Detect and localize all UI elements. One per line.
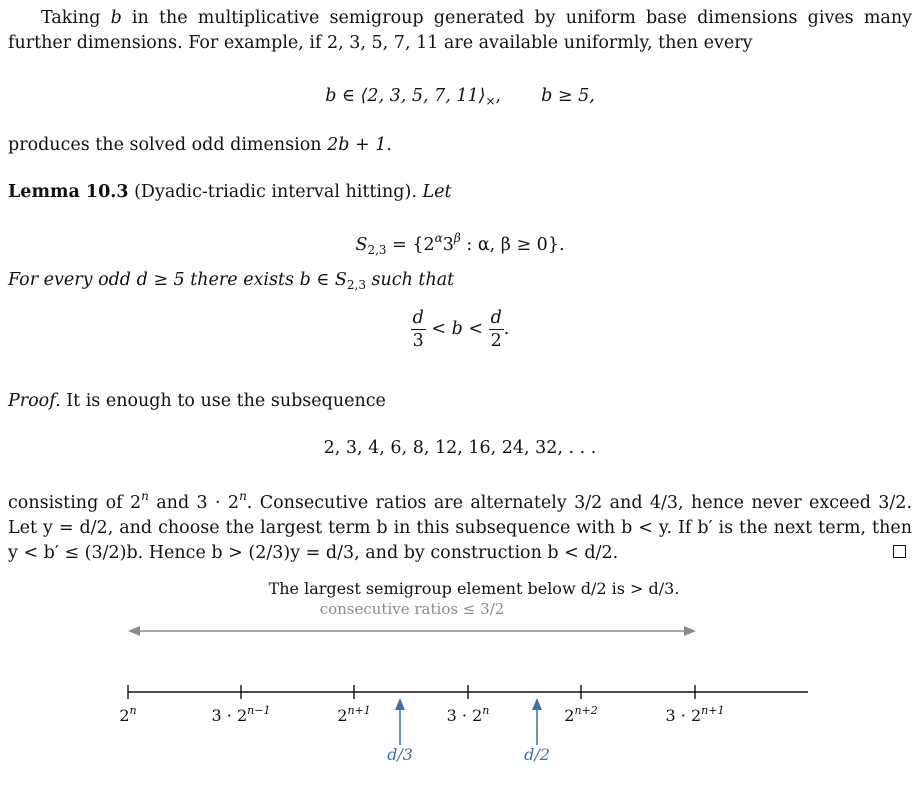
set-rhs-b: 3 [442, 235, 454, 255]
sequence-display [0, 436, 920, 461]
inequality-middle: < b < [425, 319, 489, 339]
lemma-statement-a: For every odd d ≥ 5 there exists b ∈ [8, 270, 335, 290]
set-exp-alpha: α [434, 231, 443, 245]
tick-label: $3 \cdot 2^{n-1}$ [211, 704, 271, 725]
frac-left-num: d [412, 308, 424, 328]
odd-expr: 2b + 1 [327, 135, 387, 155]
arrow-right-head-icon [684, 626, 696, 636]
lemma-number: Lemma 10.3 [8, 182, 129, 202]
qed-square-icon [893, 545, 906, 558]
display-3-end: . [503, 319, 510, 339]
lemma-statement-set: S [334, 270, 347, 290]
sequence-text: 2, 3, 4, 6, 8, 12, 16, 24, 32, . . . [323, 438, 597, 458]
frac-left-den: 3 [412, 331, 424, 351]
qed-box [893, 541, 906, 566]
tick-label: $3 \cdot 2^n$ [446, 704, 490, 725]
lemma-statement-c: such that [365, 270, 455, 290]
frac-right-den: 2 [490, 331, 502, 351]
intro-var-b: b [110, 8, 122, 28]
lemma-title: (Dyadic-triadic interval hitting). [134, 182, 417, 202]
lemma-statement [8, 268, 912, 298]
fraction-d-over-3 [411, 307, 426, 352]
display-equation-2 [0, 226, 920, 263]
d2-label: d/2 [524, 745, 550, 764]
lemma-heading [8, 180, 912, 205]
set-rhs-a: = {2 [386, 235, 435, 255]
intro-text-1: Taking [41, 8, 111, 28]
tick-group [119, 685, 724, 725]
display-1-condition: b ≥ 5, [541, 86, 595, 106]
interval-figure [0, 572, 920, 782]
tick-label: $3 \cdot 2^{n+1}$ [665, 704, 725, 725]
display-equation-3 [0, 307, 920, 352]
d3-label: d/3 [387, 745, 413, 764]
intro-text-2: in the multiplicative semigroup generated by uniform base dimensions gives many further dimensions. For example, if 2, 3, 5, 7, 11 are available uniformly, then every [8, 8, 913, 53]
d2-arrow-icon [532, 698, 542, 710]
odd-end: . [386, 135, 392, 155]
display-equation-1 [0, 84, 920, 114]
set-rhs-c: : α, β ≥ 0}. [460, 235, 565, 255]
proof-intro [8, 389, 912, 414]
proof-body [8, 484, 912, 566]
proof-exp-1: n [141, 489, 149, 503]
tick-label: $2^{n+1}$ [337, 704, 371, 725]
intro-paragraph [8, 6, 912, 56]
set-symbol: S [355, 235, 368, 255]
bracket-label: consecutive ratios ≤ 3/2 [319, 600, 505, 618]
proof-body-b: and 3 · 2 [148, 493, 240, 513]
lemma-let: Let [422, 182, 452, 202]
set-exp-beta: β [453, 231, 461, 245]
arrow-left-head-icon [128, 626, 140, 636]
proof-label: Proof. [8, 391, 61, 411]
proof-body-c: . Consecutive ratios are alternately 3/2 and 4/3, hence never exceed 3/2. Let y = d/2, and choose the largest term b in this subsequence with b < y. If b′ is the next term, then y < b′ ≤ (3/2)b. Hence b > (2/3)y = d/3, and by construction b < d/2. [8, 493, 913, 563]
figure-caption: The largest semigroup element below d/2 is > d/3. [268, 579, 680, 598]
display-1-sub: × [485, 94, 496, 108]
frac-right-num: d [490, 308, 502, 328]
odd-text: produces the solved odd dimension [8, 135, 328, 155]
set-subscript: 2,3 [367, 243, 387, 257]
display-1-comma: , [495, 86, 502, 106]
tick-label: $2^{n+2}$ [564, 704, 598, 725]
proof-exp-2: n [239, 489, 247, 503]
fraction-d-over-2 [489, 307, 504, 352]
proof-intro-text: It is enough to use the subsequence [60, 391, 386, 411]
odd-dimension-paragraph [8, 133, 912, 158]
proof-body-a: consisting of 2 [8, 493, 142, 513]
lemma-statement-sub: 2,3 [346, 278, 366, 292]
tick-label: 2$^n$ [119, 704, 137, 725]
d3-arrow-icon [395, 698, 405, 710]
display-1-lhs: b ∈ ⟨2, 3, 5, 7, 11⟩ [325, 86, 486, 106]
